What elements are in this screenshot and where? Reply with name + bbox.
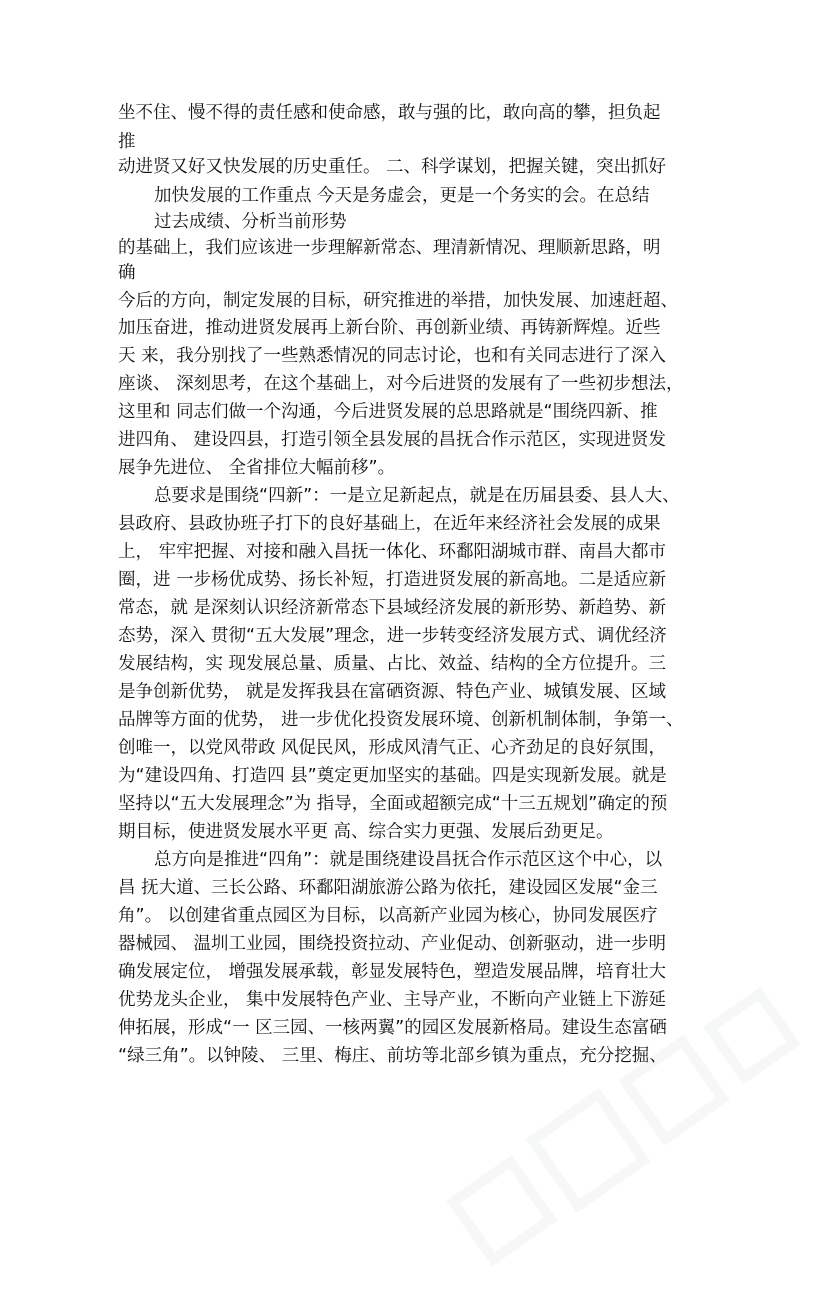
text-line: 确 (118, 263, 136, 283)
text-line: 推 (118, 132, 136, 152)
text-line: 常态，就 是深刻认识经济新常态下县域经济发展的新形势、新趋势、新 (118, 598, 667, 618)
text-line: 期目标，使进贤发展水平更 高、综合实力更强、发展后劲更足。 (118, 822, 614, 842)
text-line: 发展结构，实 现发展总量、质量、占比、效益、结构的全方位提升。三 (118, 654, 667, 674)
text-line: 今后的方向，制定发展的目标，研究推进的举措，加快发展、加速赶超、 (118, 291, 678, 311)
text-line: 伸拓展，形成“一 区三园、一核两翼”的园区发展新格局。建设生态富硒 (118, 1018, 667, 1038)
text-line: 品牌等方面的优势， 进一步优化投资发展环境、创新机制体制，争第一、 (118, 710, 684, 730)
text-line: 进四角、 建设四县，打造引领全县发展的昌抚合作示范区，实现进贤发 (118, 430, 667, 450)
text-line: 优势龙头企业， 集中发展特色产业、主导产业，不断向产业链上下游延 (118, 990, 667, 1010)
text-line: 为“建设四角、打造四 县”奠定更加坚实的基础。四是实现新发展。就是 (118, 766, 667, 786)
text-line: 加快发展的工作重点 今天是务虚会，更是一个务实的会。在总结 (154, 186, 650, 206)
text-line: 县政府、县政协班子打下的良好基础上，在近年来经济社会发展的成果 (118, 514, 661, 534)
text-line: 坚持以“五大发展理念”为 指导，全面或超额完成“十三五规划”确定的预 (118, 794, 668, 814)
text-line: 器械园、 温圳工业园，围绕投资拉动、产业促动、创新驱动，进一步明 (118, 934, 667, 954)
text-line: 坐不住、慢不得的责任感和使命感，敢与强的比，敢向高的攀，担负起 (118, 103, 661, 123)
text-line: 态势，深入 贯彻“五大发展”理念，进一步转变经济发展方式、调优经济 (118, 626, 667, 646)
text-line: 加压奋进，推动进贤发展再上新台阶、再创新业绩、再铸新辉煌。近些 (118, 318, 661, 338)
text-line: 天 来，我分别找了一些熟悉情况的同志讨论，也和有关同志进行了深入 (118, 346, 667, 366)
text-line: 上， 牢牢把握、对接和融入昌抚一体化、环鄱阳湖城市群、南昌大都市 (118, 542, 667, 562)
text-line: 确发展定位， 增强发展承载，彰显发展特色，塑造发展品牌，培育壮大 (118, 962, 667, 982)
text-line: 过去成绩、分析当前形势 (154, 212, 347, 232)
text-line: 展争先进位、 全省排位大幅前移”。 (118, 458, 396, 478)
text-line: 座谈、 深刻思考，在这个基础上，对今后进贤的发展有了一些初步想法， (118, 374, 684, 394)
text-line: 总方向是推进“四角”：就是围绕建设昌抚合作示范区这个中心，以 (154, 850, 663, 870)
text-line: “绿三角”。以钟陵、 三里、梅庄、前坊等北部乡镇为重点，充分挖掘、 (118, 1046, 667, 1066)
text-line: 昌 抚大道、三长公路、环鄱阳湖旅游公路为依托，建设园区发展“金三 (118, 878, 658, 898)
text-line: 总要求是围绕“四新”：一是立足新起点，就是在历届县委、县人大、 (154, 486, 680, 506)
text-line: 圈，进 一步杨优成势、扬长补短，打造进贤发展的新高地。二是适应新 (118, 570, 667, 590)
text-line: 是争创新优势， 就是发挥我县在富硒资源、特色产业、城镇发展、区域 (118, 682, 667, 702)
text-line: 动进贤又好又快发展的历史重任。 二、科学谋划，把握关键，突出抓好 (118, 157, 667, 177)
text-line: 这里和 同志们做一个沟通，今后进贤发展的总思路就是“围绕四新、推 (118, 402, 658, 422)
text-line: 角”。 以创建省重点园区为目标，以高新产业园为核心，协同发展医疗 (118, 906, 658, 926)
text-line: 创唯一，以党风带政 风促民风，形成风清气正、心齐劲足的良好氛围， (118, 738, 667, 758)
text-line: 的基础上，我们应该进一步理解新常态、理清新情况、理顺新思路，明 (118, 238, 661, 258)
